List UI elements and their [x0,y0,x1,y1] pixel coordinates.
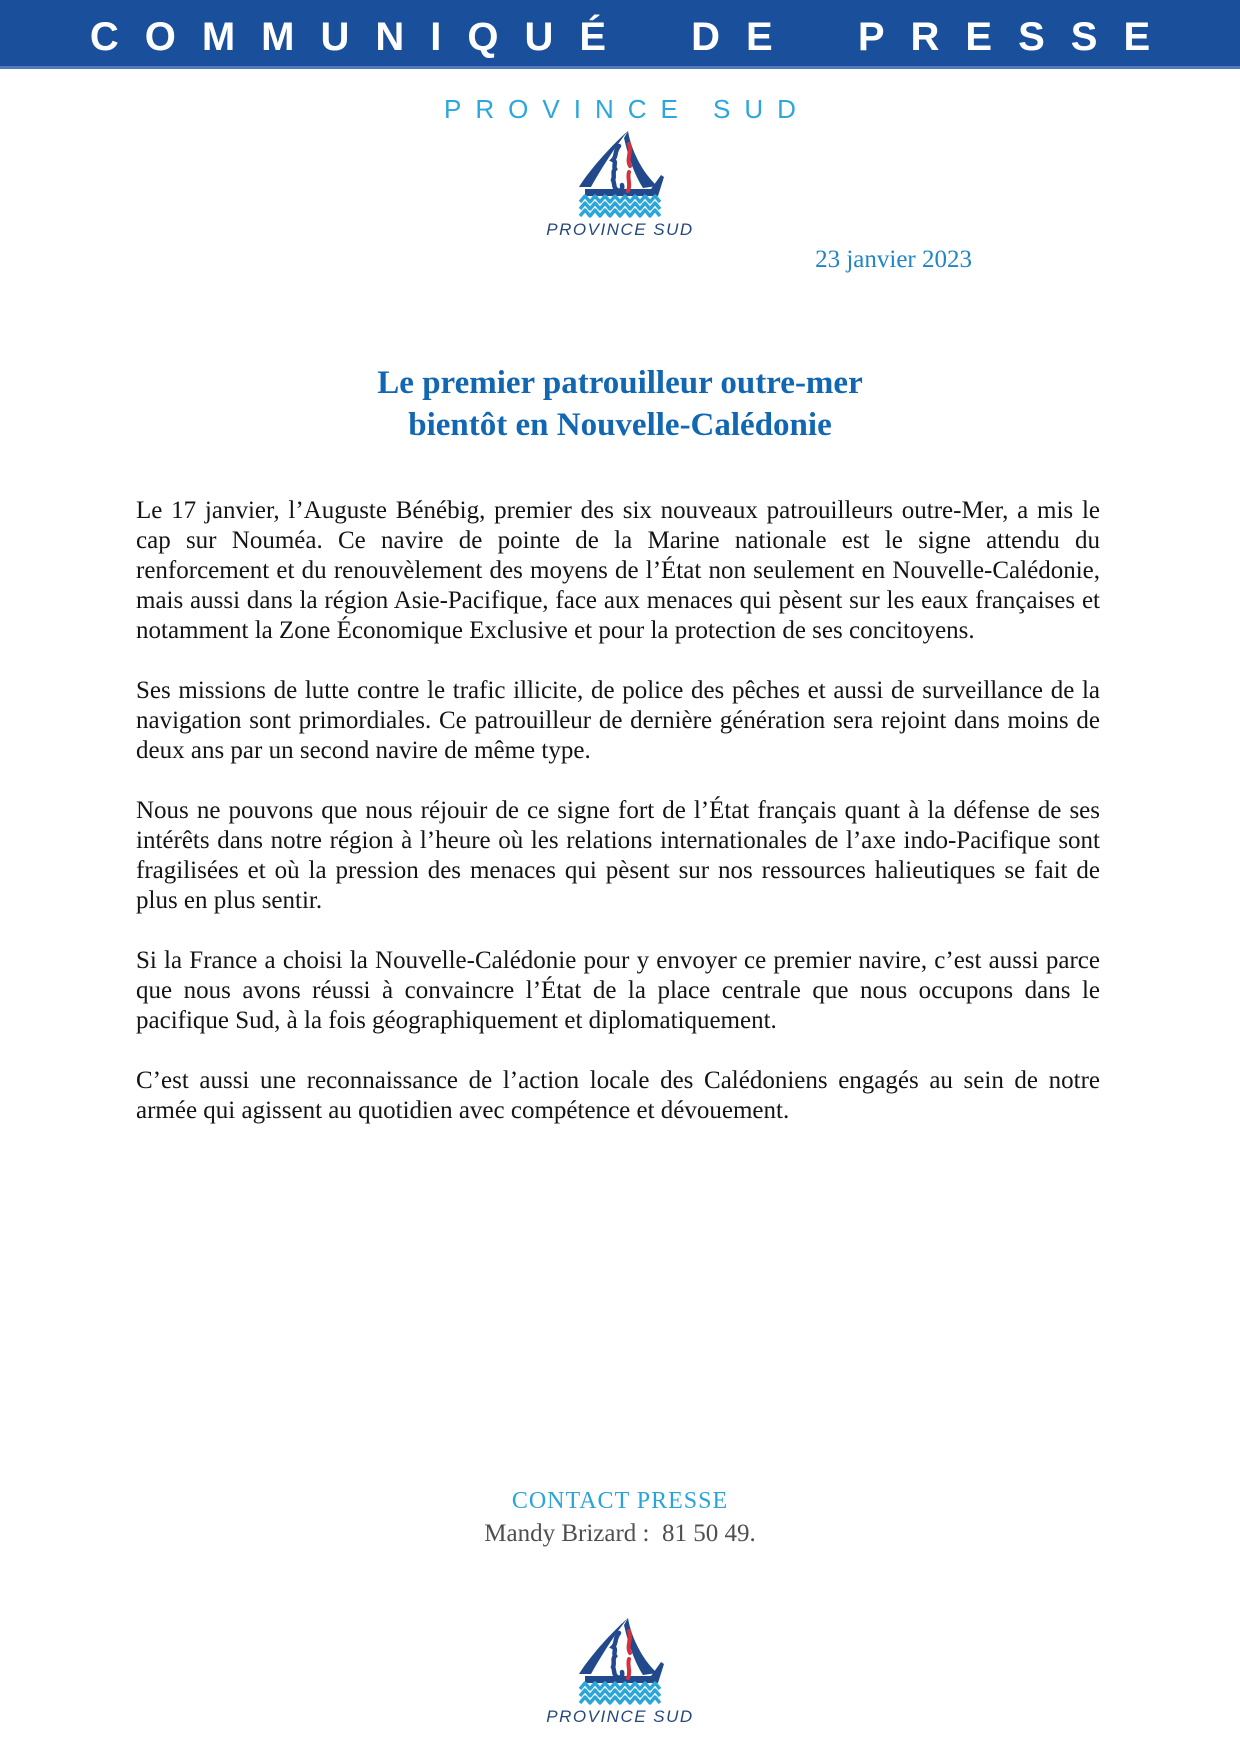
paragraph-5: C’est aussi une reconnaissance de l’action locale des Calédoniens engagés au sein de notre armée qui agissent au quotidien avec compétence et dévouement. [136,1067,1100,1124]
press-contact [0,1488,1240,1548]
sailboat-logo-icon [570,129,670,219]
org-label: PROVINCE SUD [444,94,810,124]
paragraph-2: Ses missions de lutte contre le trafic illicite, de police des pêches et aussi de surveillance de la navigation sont primordiales. Ce patrouilleur de dernière génération sera rejoint dans moins de deux ans par un second navire de même type. [136,677,1100,764]
paragraph-1: Le 17 janvier, l’Auguste Bénébig, premier des six nouveaux patrouilleurs outre-Mer, a mis le cap sur Nouméa. Ce navire de pointe de la Marine nationale est le signe attendu du renforcement et du renouvèlement des moyens de l’État non seulement en Nouvelle-Calédonie, mais aussi dans la région Asie-Pacifique, face aux menaces qui pèsent sur les eaux françaises et notamment la Zone Économique Exclusive et pour la protection de ses concitoyens. [136,497,1100,644]
province-sud-logo [0,129,1240,240]
footer-province-sud-logo [0,1616,1240,1727]
contact-line: Mandy Brizard : 81 50 49. [484,1520,756,1547]
banner-title: COMMUNIQUÉ DE PRESSE [89,14,1177,59]
banner [0,0,1240,69]
logo-caption: PROVINCE SUD [546,220,694,239]
title-line-1: Le premier patrouilleur outre-mer [377,365,863,401]
page-title [0,362,1240,446]
title-line-2: bientôt en Nouvelle-Calédonie [408,407,832,443]
sailboat-logo-icon [570,1616,670,1706]
body-text [136,496,1100,1126]
contact-heading: CONTACT PRESSE [511,1488,729,1514]
paragraph-4: Si la France a choisi la Nouvelle-Calédonie pour y envoyer ce premier navire, c’est aussi parce que nous avons réussi à convaincre l’État de la place centrale que nous occupons dans le pacifique Sud, à la fois géographiquement et diplomatiquement. [136,947,1100,1034]
logo-caption: PROVINCE SUD [546,1707,694,1726]
paragraph-3: Nous ne pouvons que nous réjouir de ce signe fort de l’État français quant à la défense de ses intérêts dans notre région à l’heure où les relations internationales de l’axe indo-Pacifique sont fragilisées et où la pression des menaces qui pèsent sur nos ressources halieutiques se fait de plus en plus sentir. [136,797,1100,914]
document-date: 23 janvier 2023 [815,246,972,273]
